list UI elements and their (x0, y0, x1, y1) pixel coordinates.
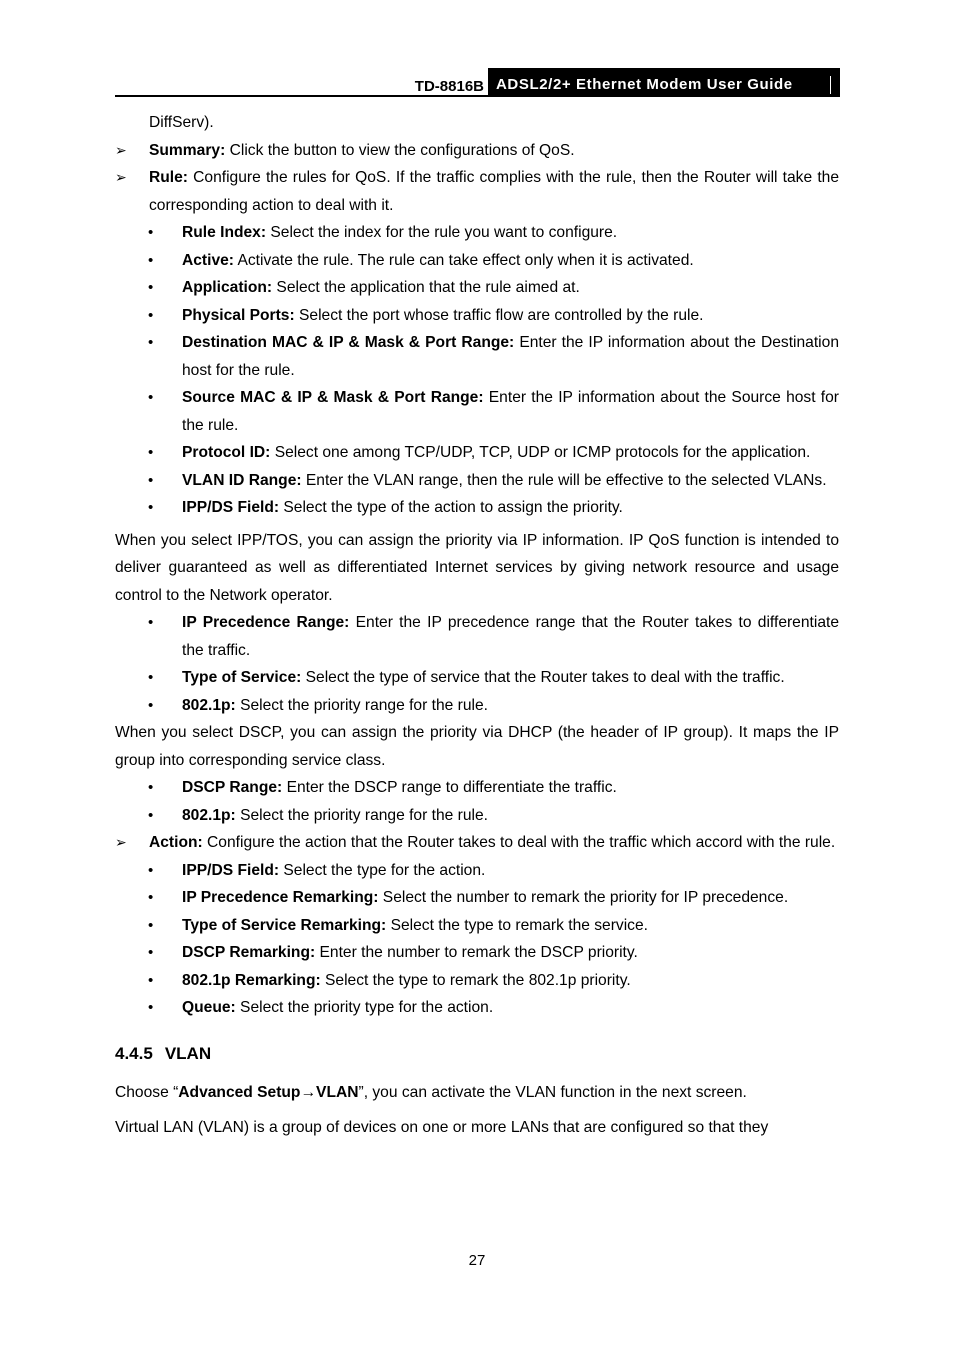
bullet-dot-icon: • (148, 334, 154, 351)
arrow-bullet-icon: ➢ (115, 834, 127, 850)
action-term: Action: (149, 834, 203, 851)
bullet-text: Select the type to remark the 802.1p priority. (320, 971, 631, 989)
bullet-item (115, 774, 839, 802)
bullet-text: Select the application that the rule aimed at. (272, 279, 580, 296)
section-heading (115, 1040, 839, 1068)
bullet-term: Source MAC & IP & Mask & Port Range: (182, 389, 484, 406)
dscp-bullet-list (115, 774, 839, 829)
bullet-text: Enter the IP precedence range that the Router takes to differentiate the traffic. (182, 614, 840, 659)
bullet-item (115, 467, 839, 495)
bullet-term: Active: (182, 251, 234, 269)
rule-term: Rule: (149, 169, 188, 186)
summary-text: Click the button to view the configurations of QoS. (225, 141, 575, 159)
bullet-text: Select the type to remark the service. (386, 916, 648, 934)
bullet-dot-icon: • (148, 251, 154, 269)
bullet-item (115, 439, 839, 467)
rule-bullet-list (115, 219, 839, 522)
bullet-text: Enter the IP information about the Destination host for the rule. (182, 334, 839, 379)
bullet-term: Type of Service Remarking: (182, 916, 387, 934)
bullet-text: Select the type of the action to assign the priority. (279, 499, 623, 516)
bullet-item (115, 329, 839, 384)
bullet-term: Protocol ID: (182, 444, 271, 461)
bullet-text: Select the port whose traffic flow are controlled by the rule. (294, 306, 704, 324)
menu-path: Advanced Setup→VLAN (178, 1084, 359, 1101)
bullet-term: IP Precedence Range: (182, 614, 350, 631)
bullet-dot-icon: • (148, 806, 154, 824)
header-model: TD-8816B (414, 78, 484, 95)
bullet-term: IPP/DS Field: (182, 861, 280, 879)
bullet-text: Select the index for the rule you want to configure. (266, 224, 618, 241)
page-content (115, 109, 839, 1141)
bullet-item (115, 384, 839, 439)
arrow-bullet-icon: ➢ (115, 169, 127, 185)
rule-item (115, 164, 839, 219)
bullet-text: Select the priority range for the rule. (235, 806, 488, 824)
bullet-item (115, 912, 839, 940)
bullet-term: IP Precedence Remarking: (182, 889, 379, 906)
header-title: ADSL2/2+ Ethernet Modem User Guide (488, 68, 840, 97)
bullet-dot-icon: • (148, 669, 154, 686)
bullet-item (115, 692, 839, 720)
section-number: 4.4.5 (115, 1043, 153, 1063)
bullet-item (115, 219, 839, 247)
action-item (115, 829, 839, 857)
ipp-paragraph: When you select IPP/TOS, you can assign the priority via IP information. IP QoS function is intended to deliver guaranteed as well as differentiated Internet services by giving network resource and usage control to the Network operator. (115, 531, 839, 604)
page-number: 27 (468, 1252, 486, 1269)
bullet-term: DSCP Remarking: (182, 944, 316, 961)
bullet-text: Enter the IP information about the Source host for the rule. (182, 389, 839, 434)
bullet-dot-icon: • (148, 779, 154, 796)
ipp-bullet-list (115, 609, 839, 719)
bullet-term: 802.1p: (182, 806, 236, 824)
summary-item (115, 137, 839, 165)
bullet-dot-icon: • (148, 279, 154, 296)
bullet-text: Enter the number to remark the DSCP priority. (315, 944, 638, 961)
bullet-item (115, 494, 839, 522)
bullet-item (115, 609, 839, 664)
bullet-dot-icon: • (148, 696, 154, 714)
bullet-text: Activate the rule. The rule can take effect only when it is activated. (234, 251, 694, 269)
bullet-dot-icon: • (148, 999, 154, 1016)
bullet-item (115, 939, 839, 967)
bullet-dot-icon: • (148, 971, 154, 989)
bullet-term: IPP/DS Field: (182, 499, 280, 516)
bullet-item (115, 274, 839, 302)
section-title: VLAN (164, 1043, 212, 1063)
bullet-text: Select the priority type for the action. (235, 999, 494, 1016)
bullet-term: VLAN ID Range: (182, 471, 302, 489)
bullet-dot-icon: • (148, 861, 154, 879)
vlan-paragraph: Virtual LAN (VLAN) is a group of devices on one or more LANs that are configured so that they (115, 1118, 769, 1136)
bullet-item (115, 802, 839, 830)
bullet-item (115, 247, 839, 275)
bullet-text: Enter the DSCP range to differentiate the traffic. (282, 779, 617, 796)
bullet-term: Physical Ports: (182, 306, 295, 324)
bullet-text: Select one among TCP/UDP, TCP, UDP or ICMP protocols for the application. (270, 444, 811, 461)
bullet-term: 802.1p: (182, 696, 236, 714)
bullet-text: Enter the VLAN range, then the rule will be effective to the selected VLANs. (301, 471, 827, 489)
bullet-text: Select the priority range for the rule. (235, 696, 488, 714)
bullet-item (115, 967, 839, 995)
bullet-dot-icon: • (148, 306, 154, 324)
bullet-term: Type of Service: (182, 669, 302, 686)
summary-term: Summary: (149, 141, 226, 159)
bullet-dot-icon: • (148, 499, 154, 516)
bullet-dot-icon: • (148, 916, 154, 934)
bullet-term: 802.1p Remarking: (182, 971, 321, 989)
bullet-item (115, 857, 839, 885)
bullet-text: Select the type of service that the Router takes to deal with the traffic. (301, 669, 785, 686)
continued-text: DiffServ). (149, 114, 214, 131)
dscp-paragraph: When you select DSCP, you can assign the priority via DHCP (the header of IP group). It maps the IP group into corresponding service class. (115, 724, 839, 769)
arrow-bullet-icon: ➢ (115, 141, 127, 158)
action-bullet-list (115, 857, 839, 1022)
page-header (115, 68, 840, 97)
rule-text: Configure the rules for QoS. If the traffic complies with the rule, then the Router will take the corresponding action to deal with it. (149, 169, 839, 214)
bullet-dot-icon: • (148, 471, 154, 489)
bullet-dot-icon: • (148, 224, 154, 241)
bullet-dot-icon: • (148, 444, 154, 461)
bullet-term: Rule Index: (182, 224, 267, 241)
bullet-term: Queue: (182, 999, 236, 1016)
bullet-item (115, 884, 839, 912)
bullet-dot-icon: • (148, 889, 154, 906)
bullet-text: Select the type for the action. (279, 861, 486, 879)
choose-paragraph: Choose “Advanced Setup→VLAN”, you can activate the VLAN function in the next screen. (115, 1084, 747, 1101)
bullet-text: Select the number to remark the priority for IP precedence. (378, 889, 789, 906)
bullet-term: Destination MAC & IP & Mask & Port Range: (182, 334, 515, 351)
bullet-item (115, 664, 839, 692)
bullet-item (115, 994, 839, 1022)
bullet-dot-icon: • (148, 944, 154, 961)
bullet-item (115, 302, 839, 330)
bullet-term: DSCP Range: (182, 779, 283, 796)
bullet-term: Application: (182, 279, 273, 296)
action-text: Configure the action that the Router takes to deal with the traffic which accord with the rule. (202, 834, 836, 851)
bullet-dot-icon: • (148, 614, 154, 631)
bullet-dot-icon: • (148, 389, 154, 406)
